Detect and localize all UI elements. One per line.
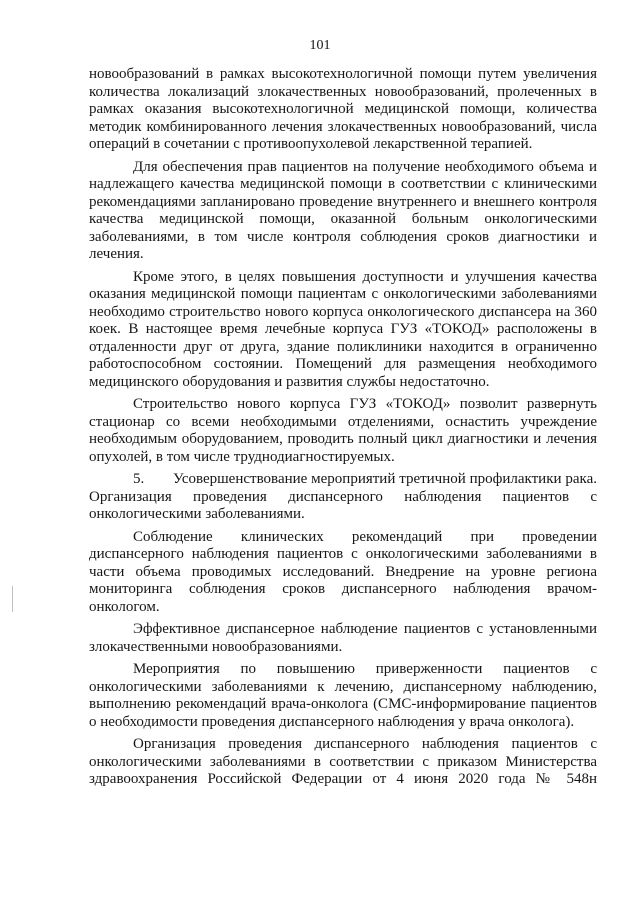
paragraph-new-building: Кроме этого, в целях повышения доступности и улучшения качества оказания медицинской помощи пациентам с онкологическими заболеваниями необходимо строительство нового корпуса онкологического диспансера на 360 коек. В настоящее время лечебные корпуса ГУЗ «ТОКОД» расположены в отдаленности друг от друга, здание поликлиники находится в ограниченно работоспособном состоянии. Помещений для размещения необходимого медицинского оборудования и развития службы недостаточно.	[89, 268, 597, 390]
paragraph-continuation: новообразований в рамках высокотехнологичной помощи путем увеличения количества локализаций злокачественных новообразований, пролеченных в рамках оказания высокотехнологичной медицинской помощи, количества методик комбинированного лечения злокачественных новообразований, числа операций в сочетании с противоопухолевой лекарственной терапией.	[89, 66, 597, 152]
item-number: 5.	[133, 471, 145, 487]
document-body	[89, 66, 597, 789]
paragraph-organization: Организация проведения диспансерного наблюдения пациентов с онкологическими заболеваниями в соответствии с приказом Министерства здравоохранения Российской Федерации от 4 июня 2020 года № 548н	[89, 736, 597, 787]
paragraph-construction: Строительство нового корпуса ГУЗ «ТОКОД» позволит развернуть стационар со всеми необходимыми отделениями, оснастить учреждение необходимым оборудованием, проводить полный цикл диагностики и лечения опухолей, в том числе труднодиагностируемых.	[89, 396, 597, 465]
numbered-item-5	[89, 471, 597, 524]
paragraph-adherence: Мероприятия по повышению приверженности пациентов с онкологическими заболеваниями к лечению, диспансерному наблюдению, выполнению рекомендаций врача-онколога (СМС-информирование пациентов о необходимости проведения диспансерного наблюдения у врача онколога).	[89, 661, 597, 730]
paragraph-effective-observation: Эффективное диспансерное наблюдение пациентов с установленными злокачественными новообразованиями.	[89, 621, 597, 655]
item-text: Усовершенствование мероприятий третичной профилактики рака. Организация проведения диспансерного наблюдения пациентов с онкологическими заболеваниями.	[89, 471, 597, 522]
margin-mark	[12, 586, 13, 612]
page-number: 101	[309, 38, 331, 53]
paragraph-quality-control: Для обеспечения прав пациентов на получение необходимого объема и надлежащего качества медицинской помощи в соответствии с клиническими рекомендациями запланировано проведение внутреннего и внешнего контроля качества медицинской помощи, оказанной больным онкологическими заболеваниями, в том числе контроля соблюдения сроков диагностики и лечения.	[89, 158, 597, 262]
paragraph-clinical-recommendations: Соблюдение клинических рекомендаций при проведении диспансерного наблюдения пациентов с онкологическими заболеваниями в части объема проводимых исследований. Внедрение на уровне региона мониторинга соблюдения сроков диспансерного наблюдения врачом-онкологом.	[89, 528, 597, 615]
